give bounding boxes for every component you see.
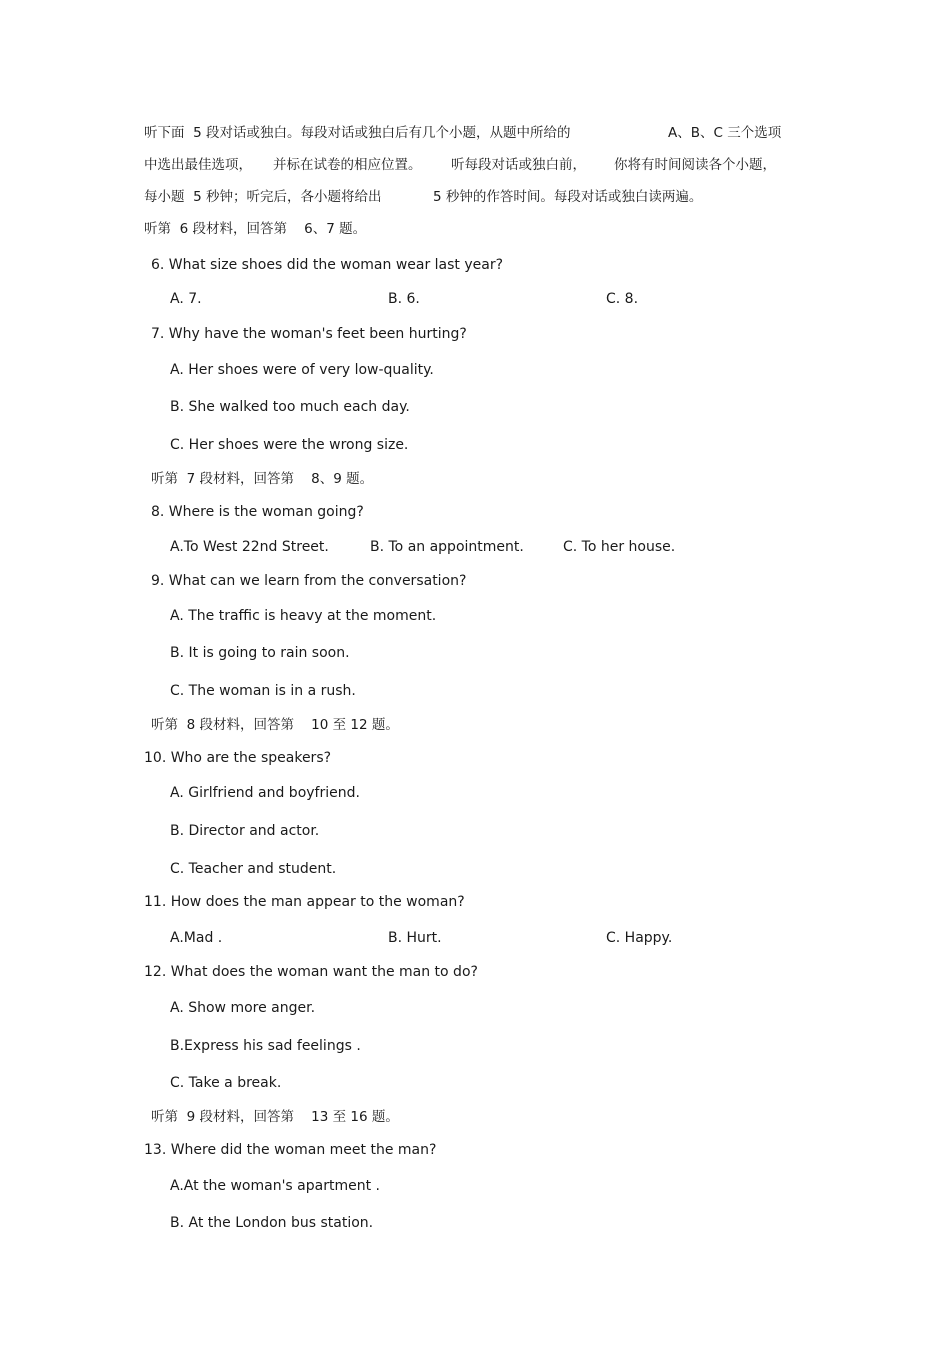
intro-line-2a: 中选出最佳选项， <box>144 157 252 173</box>
intro-line-3a: 每小题 5 秒钟；听完后，各小题将给出 <box>144 189 382 205</box>
question-12: 12. What does the woman want the man to do? <box>144 964 478 980</box>
q12-option-b: B.Express his sad feelings . <box>170 1038 361 1054</box>
section-heading-9: 听第 9 段材料，回答第 13 至 16 题。 <box>151 1109 399 1125</box>
q7-option-a: A. Her shoes were of very low-quality. <box>170 362 434 378</box>
q13-option-b: B. At the London bus station. <box>170 1215 374 1231</box>
q8-option-c: C. To her house. <box>563 539 676 555</box>
q10-option-b: B. Director and actor. <box>170 823 320 839</box>
intro-line-1a: 听下面 5 段对话或独白。每段对话或独白后有几个小题，从题中所给的 <box>144 125 571 141</box>
intro-line-2d: 你将有时间阅读各个小题， <box>614 157 776 173</box>
q12-option-a: A. Show more anger. <box>170 1000 316 1016</box>
q9-option-a: A. The traffic is heavy at the moment. <box>170 608 437 624</box>
q12-option-c: C. Take a break. <box>170 1075 282 1091</box>
section-heading-7: 听第 7 段材料，回答第 8、9 题。 <box>151 471 374 487</box>
question-10: 10. Who are the speakers? <box>144 750 332 766</box>
intro-line-3b: 5 秒钟的作答时间。每段对话或独白读两遍。 <box>433 189 703 205</box>
intro-line-2c: 听每段对话或独白前， <box>451 157 586 173</box>
q10-option-a: A. Girlfriend and boyfriend. <box>170 785 360 801</box>
q8-option-b: B. To an appointment. <box>370 539 524 555</box>
intro-line-1b: A、B、C 三个选项 <box>668 125 782 141</box>
question-6: 6. What size shoes did the woman wear last year? <box>151 257 504 273</box>
q9-option-c: C. The woman is in a rush. <box>170 683 356 699</box>
q10-option-c: C. Teacher and student. <box>170 861 337 877</box>
q6-option-b: B. 6. <box>388 291 420 307</box>
section-heading-6: 听第 6 段材料，回答第 6、7 题。 <box>144 221 367 237</box>
q13-option-a: A.At the woman's apartment . <box>170 1178 380 1194</box>
q7-option-c: C. Her shoes were the wrong size. <box>170 437 409 453</box>
question-13: 13. Where did the woman meet the man? <box>144 1142 437 1158</box>
q8-option-a: A.To West 22nd Street. <box>170 539 329 555</box>
q6-option-a: A. 7. <box>170 291 202 307</box>
question-8: 8. Where is the woman going? <box>151 504 364 520</box>
q11-option-a: A.Mad . <box>170 930 223 946</box>
q11-option-b: B. Hurt. <box>388 930 442 946</box>
q6-option-c: C. 8. <box>606 291 639 307</box>
section-heading-8: 听第 8 段材料，回答第 10 至 12 题。 <box>151 717 399 733</box>
q7-option-b: B. She walked too much each day. <box>170 399 410 415</box>
q11-option-c: C. Happy. <box>606 930 673 946</box>
question-9: 9. What can we learn from the conversation? <box>151 573 467 589</box>
question-11: 11. How does the man appear to the woman? <box>144 894 465 910</box>
intro-line-2b: 并标在试卷的相应位置。 <box>273 157 422 173</box>
q9-option-b: B. It is going to rain soon. <box>170 645 350 661</box>
question-7: 7. Why have the woman's feet been hurting? <box>151 326 467 342</box>
